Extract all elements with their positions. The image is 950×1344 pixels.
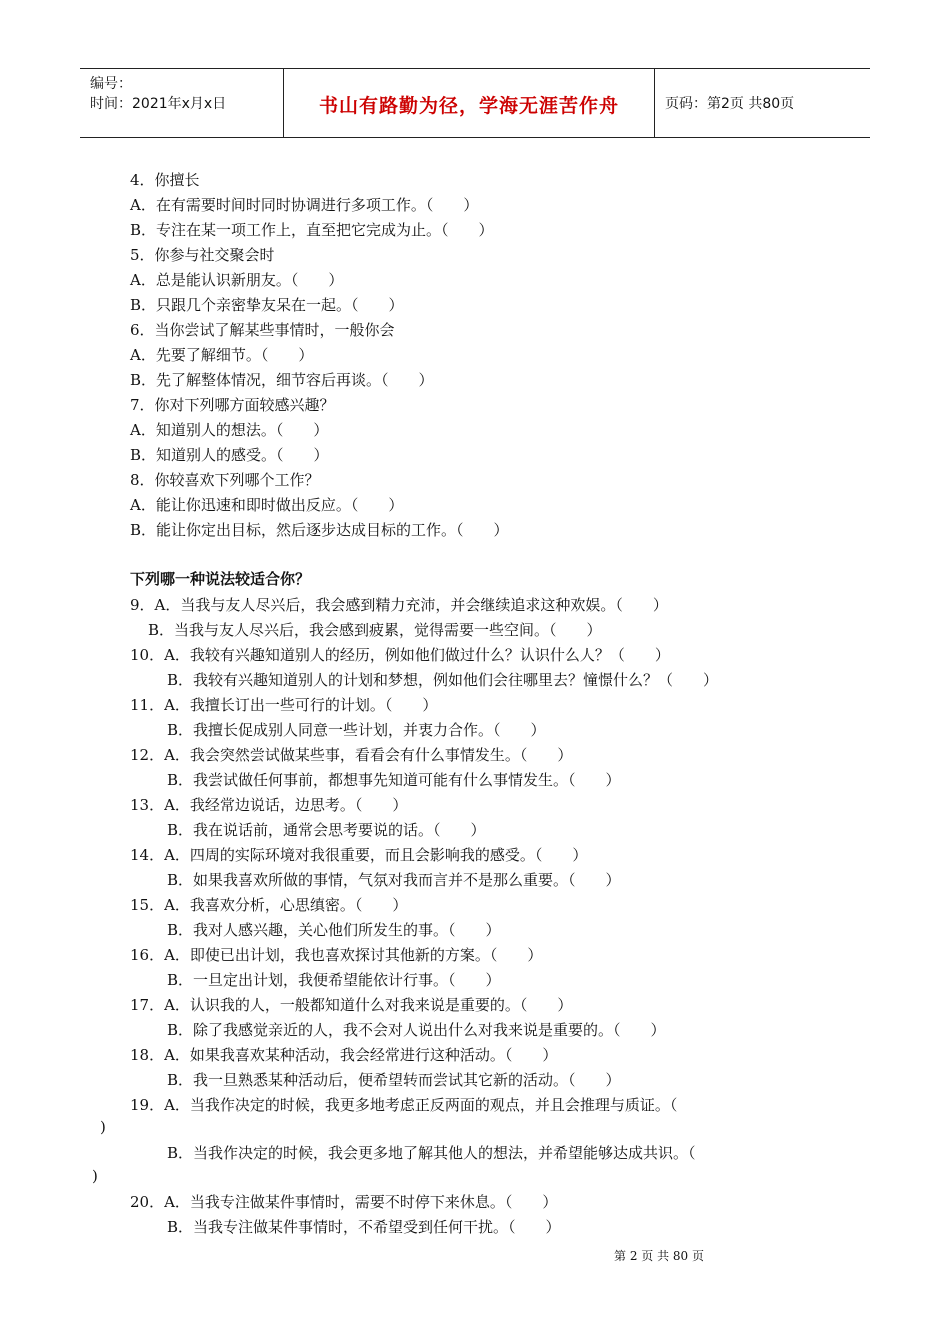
header-motto-cell xyxy=(284,69,655,137)
question-line: B．只跟几个亲密挚友呆在一起。（ ） xyxy=(130,296,404,314)
item-line-wrap: ) xyxy=(92,1167,98,1185)
item-line: 13．A．我经常边说话，边思考。（ ） xyxy=(130,796,408,814)
item-line: B．我在说话前，通常会思考要说的话。（ ） xyxy=(167,821,486,839)
question-line: A．先要了解细节。（ ） xyxy=(130,346,314,364)
question-line: B．先了解整体情况，细节容后再谈。（ ） xyxy=(130,371,434,389)
page-footer: 第 2 页 共 80 页 xyxy=(614,1249,704,1263)
item-line: 11．A．我擅长订出一些可行的计划。（ ） xyxy=(130,696,438,714)
item-line: 10．A．我较有兴趣知道别人的经历，例如他们做过什么？认识什么人？（ ） xyxy=(130,646,670,664)
question-line: B．能让你定出目标，然后逐步达成目标的工作。（ ） xyxy=(130,521,509,539)
item-line: B．我尝试做任何事前，都想事先知道可能有什么事情发生。（ ） xyxy=(167,771,621,789)
item-line: 15．A．我喜欢分析，心思缜密。（ ） xyxy=(130,896,408,914)
item-line: B．如果我喜欢所做的事情，气氛对我而言并不是那么重要。（ ） xyxy=(167,871,621,889)
question-line: A．总是能认识新朋友。（ ） xyxy=(130,271,344,289)
number-label: 编号： xyxy=(90,76,132,92)
item-line: B．当我专注做某件事情时，不希望受到任何干扰。（ ） xyxy=(167,1218,561,1236)
question-line: A．在有需要时间时同时协调进行多项工作。（ ） xyxy=(130,196,479,214)
page-info: 页码：第2页 共80页 xyxy=(665,96,795,112)
item-line: 19．A．当我作决定的时候，我更多地考虑正反两面的观点，并且会推理与质证。（ xyxy=(130,1096,678,1114)
section-title: 下列哪一种说法较适合你？ xyxy=(130,570,311,588)
question-line: 4．你擅长 xyxy=(130,171,200,189)
header-meta xyxy=(80,69,284,137)
item-line: 16．A．即使已出计划，我也喜欢探讨其他新的方案。（ ） xyxy=(130,946,543,964)
question-line: 7．你对下列哪方面较感兴趣？ xyxy=(130,396,335,414)
item-line: B．我较有兴趣知道别人的计划和梦想，例如他们会往哪里去？憧憬什么？（ ） xyxy=(167,671,719,689)
header-page-cell xyxy=(655,69,870,137)
item-line: B．我一旦熟悉某种活动后，便希望转而尝试其它新的活动。（ ） xyxy=(167,1071,621,1089)
question-line: A．知道别人的想法。（ ） xyxy=(130,421,329,439)
item-line: B．当我与友人尽兴后，我会感到疲累，觉得需要一些空间。（ ） xyxy=(148,621,602,639)
item-line: 12．A．我会突然尝试做某些事，看看会有什么事情发生。（ ） xyxy=(130,746,573,764)
question-line: 6．当你尝试了解某些事情时，一般你会 xyxy=(130,321,395,339)
date-label: 时间：2021年x月x日 xyxy=(90,96,227,112)
question-line: A．能让你迅速和即时做出反应。（ ） xyxy=(130,496,404,514)
item-line: B．除了我感觉亲近的人，我不会对人说出什么对我来说是重要的。（ ） xyxy=(167,1021,666,1039)
item-line: B．当我作决定的时候，我会更多地了解其他人的想法，并希望能够达成共识。（ xyxy=(167,1144,696,1162)
item-line: B．我对人感兴趣，关心他们所发生的事。（ ） xyxy=(167,921,501,939)
item-line: B．我擅长促成别人同意一些计划，并衷力合作。（ ） xyxy=(167,721,546,739)
item-line-wrap: ) xyxy=(100,1118,106,1136)
item-line: 9．A．当我与友人尽兴后，我会感到精力充沛，并会继续追求这种欢娱。（ ） xyxy=(130,596,668,614)
item-line: 20．A．当我专注做某件事情时，需要不时停下来休息。（ ） xyxy=(130,1193,558,1211)
item-line: 18．A．如果我喜欢某种活动，我会经常进行这种活动。（ ） xyxy=(130,1046,558,1064)
page-header xyxy=(80,68,870,138)
item-line: 17．A．认识我的人，一般都知道什么对我来说是重要的。（ ） xyxy=(130,996,573,1014)
question-line: 8．你较喜欢下列哪个工作？ xyxy=(130,471,320,489)
question-line: 5．你参与社交聚会时 xyxy=(130,246,275,264)
item-line: B．一旦定出计划，我便希望能依计行事。（ ） xyxy=(167,971,501,989)
question-line: B．知道别人的感受。（ ） xyxy=(130,446,329,464)
motto: 书山有路勤为径，学海无涯苦作舟 xyxy=(318,95,619,117)
question-line: B．专注在某一项工作上，直至把它完成为止。（ ） xyxy=(130,221,494,239)
item-line: 14．A．四周的实际环境对我很重要，而且会影响我的感受。（ ） xyxy=(130,846,588,864)
